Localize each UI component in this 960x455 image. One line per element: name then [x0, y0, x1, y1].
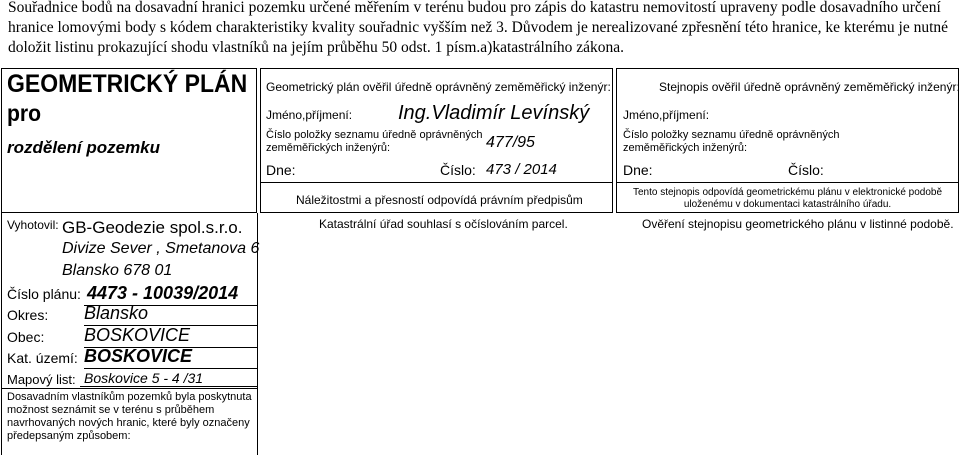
middle-date-label: Dne:	[266, 162, 296, 178]
author-label: Vyhotovil:	[7, 218, 59, 232]
divider	[1, 388, 257, 389]
author-city: Blansko 678 01	[62, 262, 173, 279]
electronic-copy-note-2: uloženému v dokumentaci katastrálního úřadu.	[683, 199, 892, 210]
paper-copy-note: Ověření stejnopisu geometrického plánu v listinné podobě.	[642, 217, 954, 231]
owners-note-2: možnost seznámit se v terénu s průběhem	[7, 404, 215, 416]
owners-note-1: Dosavadním vlastníkům pozemků byla poskytnuta	[7, 391, 252, 403]
cadastral-area-label: Kat. území:	[7, 350, 78, 366]
underline	[80, 386, 257, 387]
municipality: BOSKOVICE	[84, 325, 191, 345]
middle-number-value: 473 / 2014	[486, 161, 557, 178]
middle-item-label-2: zeměměřických inženýrů:	[266, 142, 391, 154]
left-border	[1, 213, 2, 455]
title-line-1: GEOMETRICKÝ PLÁN	[7, 70, 248, 98]
author-division: Divize Sever , Smetanova 6	[62, 240, 260, 257]
middle-name-label: Jméno,příjmení:	[266, 108, 353, 122]
middle-number-label: Číslo:	[440, 162, 476, 178]
underline	[84, 368, 257, 369]
owners-note-3: navrhovaných nových hranic, které byly označeny	[7, 417, 250, 429]
divider	[260, 182, 613, 183]
right-item-label-1: Číslo položky seznamu úředně oprávněných	[623, 129, 840, 141]
right-heading: Stejnopis ověřil úředně oprávněný zeměměřický inženýr:	[659, 80, 960, 94]
title-line-2: pro	[7, 100, 42, 126]
municipality-label: Obec:	[7, 329, 45, 345]
right-name-label: Jméno,příjmení:	[623, 108, 710, 122]
map-sheet: Boskovice 5 - 4 /31	[84, 370, 204, 386]
compliance-note: Náležitostmi a přesností odpovídá právním předpisům	[296, 193, 583, 207]
intro-line-3: doložit listinu prokazující shodu vlastníků na jejím průběhu 50 odst. 1 písm.a)katastrálního zákona.	[8, 39, 625, 56]
intro-line-1: Souřadnice bodů na dosavadní hranici pozemku určené měřením v terénu budou pro zápis do katastru nemovitostí upraveny podle dosavadního určení	[8, 0, 941, 16]
map-sheet-label: Mapový list:	[7, 372, 76, 387]
middle-name-value: Ing.Vladimír Levínský	[398, 102, 590, 124]
middle-item-value: 477/95	[486, 134, 535, 151]
district-label: Okres:	[7, 307, 49, 323]
right-border	[257, 213, 258, 455]
right-date-label: Dne:	[623, 162, 653, 178]
divider	[616, 182, 959, 183]
cadastral-area: BOSKOVICE	[84, 346, 193, 366]
plan-number-label: Číslo plánu:	[7, 286, 81, 302]
middle-item-label-1: Číslo položky seznamu úředně oprávněných	[266, 129, 483, 141]
electronic-copy-note-1: Tento stejnopis odpovídá geometrickému plánu v elektronické podobě	[632, 187, 943, 198]
intro-line-2: hranice lomovými body s kódem charakteristiky kvality souřadnic vyšším než 3. Důvodem je nerealizované zpřesnění této hranice, ke kterému je nutné	[8, 19, 949, 36]
right-number-label: Číslo:	[788, 162, 824, 178]
district: Blansko	[84, 303, 149, 323]
title-line-3: rozdělení pozemku	[7, 138, 161, 157]
cadastral-office-note: Katastrální úřad souhlasí s očíslováním parcel.	[319, 217, 568, 231]
middle-heading: Geometrický plán ověřil úředně oprávněný zeměměřický inženýr:	[266, 80, 611, 94]
author-company: GB-Geodezie spol.s.r.o.	[62, 218, 243, 237]
right-item-label-2: zeměměřických inženýrů:	[623, 142, 748, 154]
plan-number: 4473 - 10039/2014	[87, 283, 239, 303]
owners-note-4: předepsaným způsobem:	[7, 430, 131, 442]
